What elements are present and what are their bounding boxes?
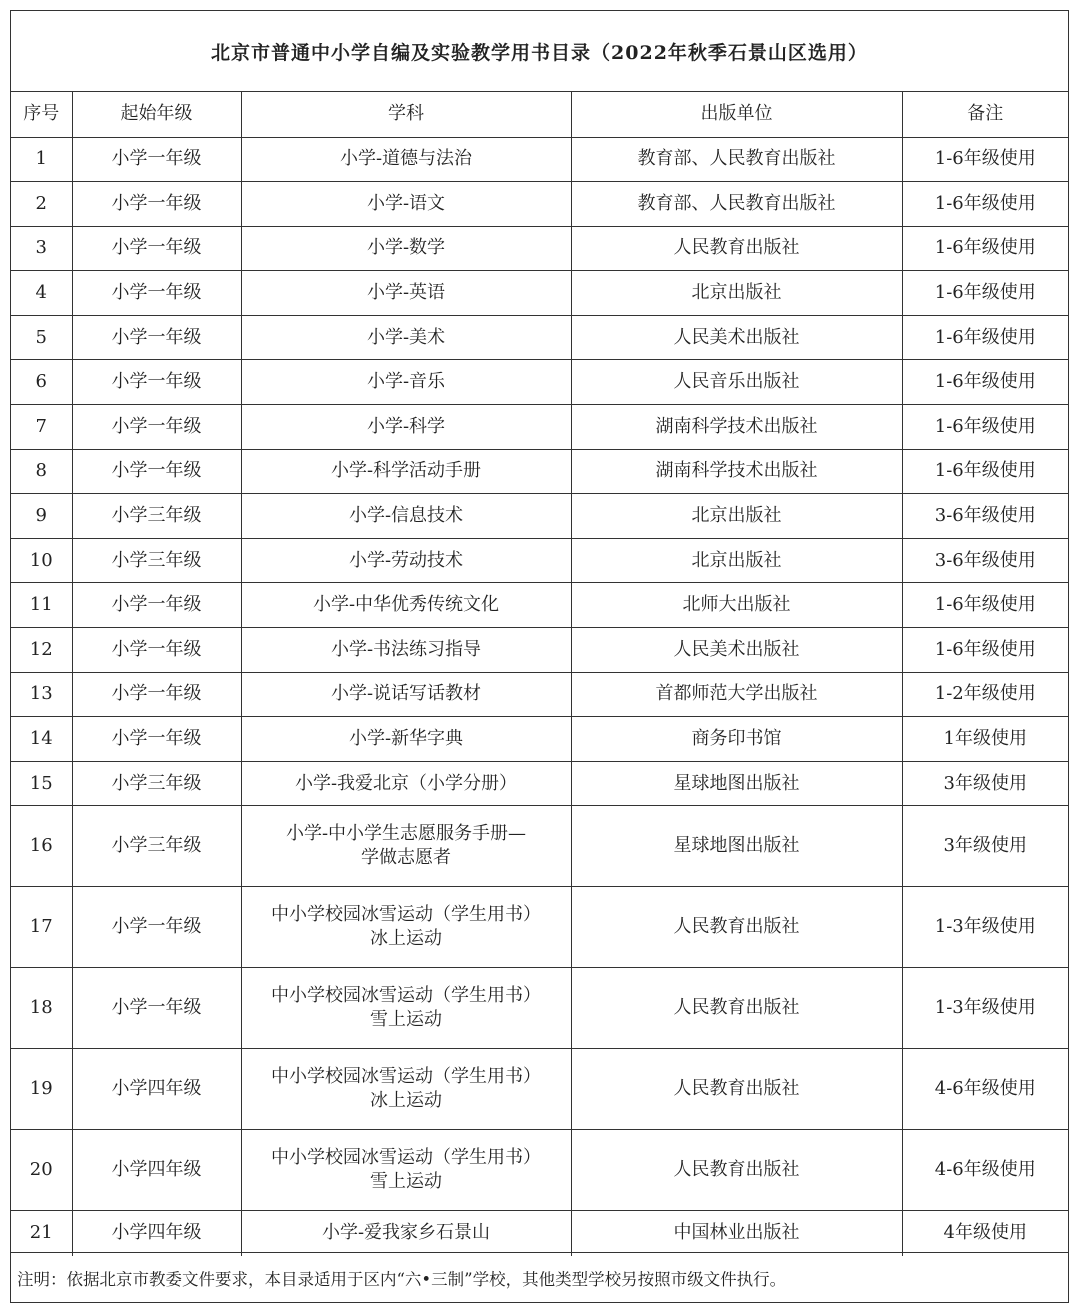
table-row (11, 226, 1068, 271)
remark-cell: 4-6年级使用 (902, 1130, 1068, 1211)
publisher-cell: 北师大出版社 (571, 583, 902, 628)
remark-cell: 1年级使用 (902, 717, 1068, 762)
subject-cell (241, 226, 571, 271)
row-number-cell: 14 (11, 717, 72, 762)
table-row (11, 583, 1068, 628)
subject-cell (241, 494, 571, 539)
publisher-cell: 北京出版社 (571, 538, 902, 583)
publisher-cell: 商务印书馆 (571, 717, 902, 762)
start-grade-cell: 小学一年级 (72, 583, 241, 628)
subject-line: 小学-爱我家乡石景山 (321, 1222, 491, 1244)
start-grade-cell: 小学三年级 (72, 538, 241, 583)
subject-line: 小学-劳动技术 (348, 549, 464, 571)
publisher-cell: 星球地图出版社 (571, 806, 902, 887)
publisher-cell: 人民美术出版社 (571, 628, 902, 673)
publisher-cell: 人民教育出版社 (571, 1049, 902, 1130)
subject-cell (241, 628, 571, 673)
subject-cell (241, 271, 571, 316)
subject-cell (241, 1211, 571, 1256)
row-number-cell: 17 (11, 887, 72, 968)
remark-cell: 1-6年级使用 (902, 315, 1068, 360)
start-grade-cell: 小学三年级 (72, 494, 241, 539)
column-header-publisher: 出版单位 (571, 92, 902, 137)
row-number-cell: 2 (11, 182, 72, 227)
publisher-cell: 首都师范大学出版社 (571, 672, 902, 717)
catalog-sheet (10, 10, 1069, 1303)
subject-line: 冰上运动 (370, 928, 442, 950)
table-row (11, 360, 1068, 405)
remark-cell: 1-6年级使用 (902, 583, 1068, 628)
subject-line: 中小学校园冰雪运动（学生用书） (271, 1066, 541, 1088)
subject-line: 小学-语文 (366, 192, 446, 214)
start-grade-cell: 小学四年级 (72, 1130, 241, 1211)
subject-line: 中小学校园冰雪运动（学生用书） (271, 985, 541, 1007)
row-number-cell: 1 (11, 137, 72, 182)
start-grade-cell: 小学一年级 (72, 968, 241, 1049)
remark-cell: 1-6年级使用 (902, 628, 1068, 673)
subject-line: 小学-说话写话教材 (330, 683, 482, 705)
remark-cell: 1-6年级使用 (902, 182, 1068, 227)
row-number-cell: 3 (11, 226, 72, 271)
subject-line: 小学-新华字典 (348, 728, 464, 750)
subject-line: 小学-信息技术 (348, 505, 464, 527)
row-number-cell: 6 (11, 360, 72, 405)
row-number-cell: 10 (11, 538, 72, 583)
publisher-cell: 人民教育出版社 (571, 968, 902, 1049)
remark-cell: 4年级使用 (902, 1211, 1068, 1256)
subject-cell (241, 405, 571, 450)
subject-cell (241, 672, 571, 717)
remark-cell: 1-2年级使用 (902, 672, 1068, 717)
table-row (11, 1211, 1068, 1256)
table-row (11, 761, 1068, 806)
remark-cell: 3年级使用 (902, 761, 1068, 806)
row-number-cell: 20 (11, 1130, 72, 1211)
publisher-cell: 湖南科学技术出版社 (571, 449, 902, 494)
remark-cell: 1-6年级使用 (902, 360, 1068, 405)
start-grade-cell: 小学一年级 (72, 137, 241, 182)
column-header-number: 序号 (11, 92, 72, 137)
start-grade-cell: 小学一年级 (72, 271, 241, 316)
table-row (11, 494, 1068, 539)
subject-line: 雪上运动 (370, 1171, 442, 1193)
subject-cell (241, 968, 571, 1049)
start-grade-cell: 小学三年级 (72, 806, 241, 887)
row-number-cell: 15 (11, 761, 72, 806)
start-grade-cell: 小学一年级 (72, 717, 241, 762)
subject-line: 小学-中小学生志愿服务手册— (285, 823, 527, 845)
subject-line: 小学-科学 (366, 415, 446, 437)
publisher-cell: 人民教育出版社 (571, 226, 902, 271)
publisher-cell: 教育部、人民教育出版社 (571, 137, 902, 182)
document-title: 北京市普通中小学自编及实验教学用书目录（2022年秋季石景山区选用） (11, 11, 1068, 92)
start-grade-cell: 小学四年级 (72, 1211, 241, 1256)
publisher-cell: 人民教育出版社 (571, 1130, 902, 1211)
start-grade-cell: 小学一年级 (72, 672, 241, 717)
table-row (11, 887, 1068, 968)
subject-line: 中小学校园冰雪运动（学生用书） (271, 1147, 541, 1169)
table-header-row (11, 92, 1068, 137)
start-grade-cell: 小学一年级 (72, 887, 241, 968)
subject-line: 学做志愿者 (361, 847, 451, 869)
table-row (11, 1049, 1068, 1130)
row-number-cell: 5 (11, 315, 72, 360)
remark-cell: 3-6年级使用 (902, 494, 1068, 539)
remark-cell: 1-6年级使用 (902, 226, 1068, 271)
start-grade-cell: 小学一年级 (72, 182, 241, 227)
start-grade-cell: 小学一年级 (72, 449, 241, 494)
start-grade-cell: 小学一年级 (72, 405, 241, 450)
publisher-cell: 北京出版社 (571, 271, 902, 316)
subject-line: 冰上运动 (370, 1090, 442, 1112)
table-row (11, 628, 1068, 673)
remark-cell: 1-3年级使用 (902, 968, 1068, 1049)
publisher-cell: 北京出版社 (571, 494, 902, 539)
start-grade-cell: 小学三年级 (72, 761, 241, 806)
subject-line: 雪上运动 (370, 1009, 442, 1031)
remark-cell: 3-6年级使用 (902, 538, 1068, 583)
publisher-cell: 湖南科学技术出版社 (571, 405, 902, 450)
remark-cell: 1-6年级使用 (902, 449, 1068, 494)
row-number-cell: 11 (11, 583, 72, 628)
subject-line: 小学-科学活动手册 (330, 460, 482, 482)
column-header-subject: 学科 (241, 92, 571, 137)
remark-cell: 1-6年级使用 (902, 137, 1068, 182)
row-number-cell: 7 (11, 405, 72, 450)
row-number-cell: 16 (11, 806, 72, 887)
subject-cell (241, 1130, 571, 1211)
start-grade-cell: 小学四年级 (72, 1049, 241, 1130)
subject-line: 小学-美术 (366, 326, 446, 348)
table-row (11, 806, 1068, 887)
start-grade-cell: 小学一年级 (72, 315, 241, 360)
table-row (11, 1130, 1068, 1211)
subject-line: 小学-书法练习指导 (330, 638, 482, 660)
subject-cell (241, 761, 571, 806)
subject-cell (241, 887, 571, 968)
row-number-cell: 21 (11, 1211, 72, 1256)
remark-cell: 1-3年级使用 (902, 887, 1068, 968)
table-row (11, 538, 1068, 583)
row-number-cell: 19 (11, 1049, 72, 1130)
table-row (11, 315, 1068, 360)
start-grade-cell: 小学一年级 (72, 360, 241, 405)
subject-line: 小学-数学 (366, 237, 446, 259)
subject-line: 小学-我爱北京（小学分册） (294, 772, 518, 794)
remark-cell: 1-6年级使用 (902, 405, 1068, 450)
table-row (11, 271, 1068, 316)
subject-cell (241, 360, 571, 405)
table-row (11, 405, 1068, 450)
publisher-cell: 星球地图出版社 (571, 761, 902, 806)
subject-line: 小学-中华优秀传统文化 (312, 594, 500, 616)
subject-cell (241, 1049, 571, 1130)
table-row (11, 449, 1068, 494)
subject-cell (241, 717, 571, 762)
subject-cell (241, 806, 571, 887)
subject-cell (241, 182, 571, 227)
footnote: 注明：依据北京市教委文件要求，本目录适用于区内“六•三制”学校，其他类型学校另按照市级文件执行。 (11, 1252, 1068, 1302)
publisher-cell: 教育部、人民教育出版社 (571, 182, 902, 227)
subject-line: 小学-音乐 (366, 371, 446, 393)
publisher-cell: 中国林业出版社 (571, 1211, 902, 1256)
column-header-start-grade: 起始年级 (72, 92, 241, 137)
subject-cell (241, 315, 571, 360)
column-header-remark: 备注 (902, 92, 1068, 137)
table-row (11, 968, 1068, 1049)
subject-line: 小学-道德与法治 (339, 148, 473, 170)
table-row (11, 717, 1068, 762)
row-number-cell: 4 (11, 271, 72, 316)
remark-cell: 1-6年级使用 (902, 271, 1068, 316)
table-row (11, 137, 1068, 182)
subject-line: 小学-英语 (366, 282, 446, 304)
publisher-cell: 人民美术出版社 (571, 315, 902, 360)
subject-cell (241, 137, 571, 182)
table-row (11, 672, 1068, 717)
subject-line: 中小学校园冰雪运动（学生用书） (271, 904, 541, 926)
catalog-table (11, 92, 1068, 1256)
row-number-cell: 8 (11, 449, 72, 494)
row-number-cell: 12 (11, 628, 72, 673)
remark-cell: 4-6年级使用 (902, 1049, 1068, 1130)
row-number-cell: 13 (11, 672, 72, 717)
subject-cell (241, 449, 571, 494)
publisher-cell: 人民音乐出版社 (571, 360, 902, 405)
row-number-cell: 18 (11, 968, 72, 1049)
row-number-cell: 9 (11, 494, 72, 539)
start-grade-cell: 小学一年级 (72, 226, 241, 271)
publisher-cell: 人民教育出版社 (571, 887, 902, 968)
table-row (11, 182, 1068, 227)
subject-cell (241, 538, 571, 583)
remark-cell: 3年级使用 (902, 806, 1068, 887)
start-grade-cell: 小学一年级 (72, 628, 241, 673)
subject-cell (241, 583, 571, 628)
